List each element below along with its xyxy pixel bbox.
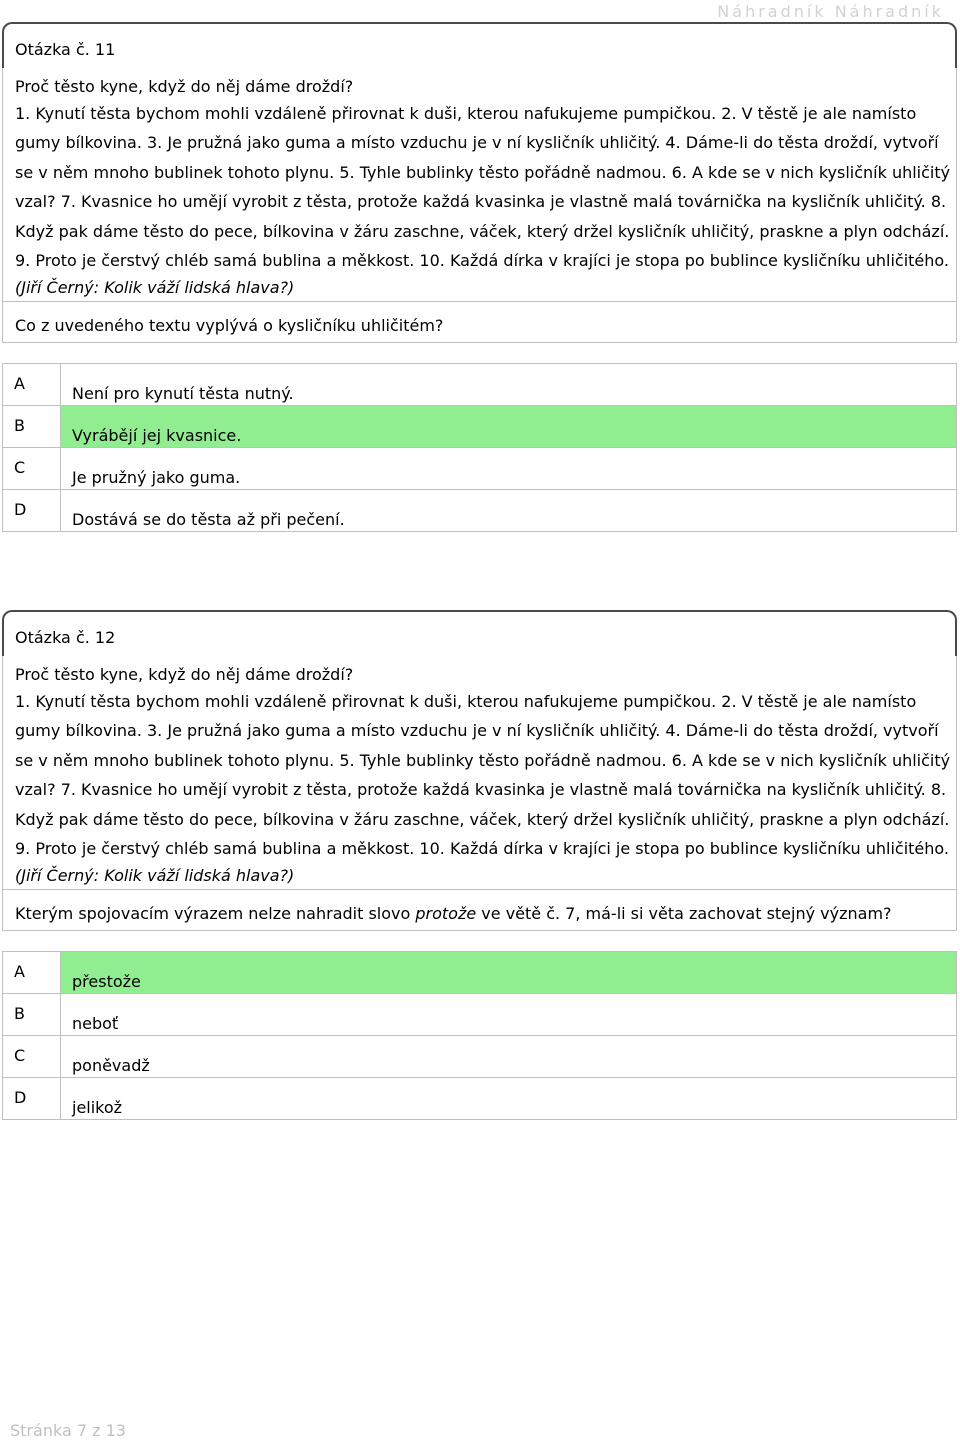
option-text: přestože xyxy=(61,952,956,993)
option-text: jelikož xyxy=(72,1098,123,1118)
prompt-text-start: Kterým spojovacím výrazem xyxy=(15,904,249,924)
question-11 xyxy=(2,22,957,532)
option-b[interactable] xyxy=(3,994,956,1036)
option-letter: A xyxy=(3,952,61,993)
prompt-emphasis: nelze xyxy=(248,904,291,924)
option-text: poněvadž xyxy=(72,1056,150,1076)
answer-options xyxy=(2,951,957,1120)
option-text: Dostává se do těsta až při pečení. xyxy=(72,510,345,530)
watermark: Náhradník Náhradník xyxy=(717,2,944,21)
option-text: neboť xyxy=(72,1014,119,1034)
option-letter: B xyxy=(3,406,61,447)
question-source: (Jiří Černý: Kolik váží lidská hlava?) xyxy=(15,866,295,886)
option-d[interactable] xyxy=(3,490,956,532)
question-12 xyxy=(2,610,957,1120)
prompt-text-end: ve větě č. 7, má-li si věta zachovat stejný význam? xyxy=(476,904,892,924)
question-body xyxy=(2,656,957,889)
question-header: Otázka č. 12 xyxy=(2,610,957,656)
page-number: Stránka 7 z 13 xyxy=(10,1421,126,1440)
question-prompt xyxy=(2,301,957,343)
option-letter: C xyxy=(3,1036,61,1077)
option-d[interactable] xyxy=(3,1078,956,1120)
option-text: Je pružný jako guma. xyxy=(72,468,241,488)
option-text: Není pro kynutí těsta nutný. xyxy=(72,384,294,404)
option-a[interactable] xyxy=(3,952,956,994)
prompt-italic-word: protože xyxy=(415,904,477,924)
question-text: 1. Kynutí těsta bychom mohli vzdáleně přirovnat k duši, kterou nafukujeme pumpičkou. 2. V těstě je ale namísto gumy bílkovina. 3. Je pružná jako guma a místo vzduchu je v ní kysličník uhličitý. 4. Dáme-li do těsta droždí, vytvoří se v něm mnoho bublinek tohoto plynu. 5. Tyhle bublinky těsto pořádně nadmou. 6. A kde se v nich kysličník uhličitý vzal? 7. Kvasnice ho umějí vyrobit z těsta, protože každá kvasinka je vlastně malá továrnička na kysličník uhličitý. 8. Když pak dáme těsto do pece, bílkovina v žáru zaschne, váček, který držel kysličník uhličitý, praskne a plyn odchází. 9. Proto je čerstvý chléb samá bublina a měkkost. 10. Každá dírka v krajíci je stopa po bublince kysličníku uhličitého. xyxy=(15,104,951,271)
prompt-text: Co z uvedeného textu vyplývá o kysličníku uhličitém? xyxy=(15,316,444,336)
option-b[interactable] xyxy=(3,406,956,448)
question-text: 1. Kynutí těsta bychom mohli vzdáleně přirovnat k duši, kterou nafukujeme pumpičkou. 2. V těstě je ale namísto gumy bílkovina. 3. Je pružná jako guma a místo vzduchu je v ní kysličník uhličitý. 4. Dáme-li do těsta droždí, vytvoří se v něm mnoho bublinek tohoto plynu. 5. Tyhle bublinky těsto pořádně nadmou. 6. A kde se v nich kysličník uhličitý vzal? 7. Kvasnice ho umějí vyrobit z těsta, protože každá kvasinka je vlastně malá továrnička na kysličník uhličitý. 8. Když pak dáme těsto do pece, bílkovina v žáru zaschne, váček, který držel kysličník uhličitý, praskne a plyn odchází. 9. Proto je čerstvý chléb samá bublina a měkkost. 10. Každá dírka v krajíci je stopa po bublince kysličníku uhličitého. xyxy=(15,692,951,859)
spacer xyxy=(2,343,957,363)
option-letter: A xyxy=(3,364,61,405)
option-c[interactable] xyxy=(3,448,956,490)
option-letter: D xyxy=(3,490,61,531)
option-letter: B xyxy=(3,994,61,1035)
question-body xyxy=(2,68,957,301)
option-text: Vyrábějí jej kvasnice. xyxy=(61,406,956,447)
option-a[interactable] xyxy=(3,364,956,406)
spacer xyxy=(2,931,957,951)
option-c[interactable] xyxy=(3,1036,956,1078)
question-prompt xyxy=(2,889,957,931)
option-letter: C xyxy=(3,448,61,489)
prompt-text-mid: nahradit slovo xyxy=(290,904,416,924)
question-source: (Jiří Černý: Kolik váží lidská hlava?) xyxy=(15,278,295,298)
question-title: Proč těsto kyne, když do něj dáme droždí? xyxy=(15,665,354,684)
answer-options xyxy=(2,363,957,532)
question-header: Otázka č. 11 xyxy=(2,22,957,68)
option-letter: D xyxy=(3,1078,61,1119)
question-title: Proč těsto kyne, když do něj dáme droždí? xyxy=(15,77,354,96)
